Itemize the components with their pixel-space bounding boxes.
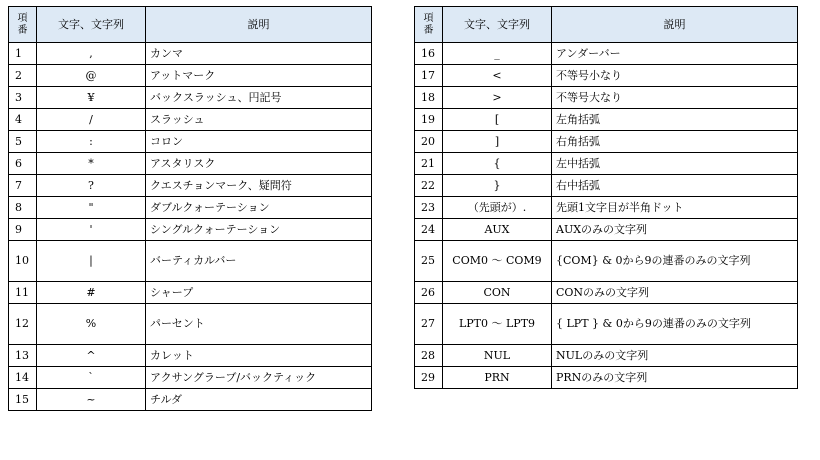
table-row	[415, 367, 798, 389]
forbidden-chars-table-right	[414, 6, 798, 389]
row-number: 27	[415, 304, 443, 345]
table-row	[415, 241, 798, 282]
row-character: *	[37, 153, 146, 175]
table-row	[9, 109, 372, 131]
row-description: カンマ	[146, 43, 372, 65]
row-description: バックスラッシュ、円記号	[146, 87, 372, 109]
row-character: |	[37, 241, 146, 282]
table-row	[9, 367, 372, 389]
table-row	[9, 131, 372, 153]
row-description: アンダーバー	[552, 43, 798, 65]
row-number: 23	[415, 197, 443, 219]
row-description: アットマーク	[146, 65, 372, 87]
row-character: NUL	[443, 345, 552, 367]
row-character: >	[443, 87, 552, 109]
row-number: 16	[415, 43, 443, 65]
row-description: 右中括弧	[552, 175, 798, 197]
row-character: ?	[37, 175, 146, 197]
row-description: 右角括弧	[552, 131, 798, 153]
row-number: 2	[9, 65, 37, 87]
header-number: 項 番	[9, 7, 37, 43]
row-number: 11	[9, 282, 37, 304]
row-description: シャープ	[146, 282, 372, 304]
row-character: ~	[37, 389, 146, 411]
row-description: チルダ	[146, 389, 372, 411]
row-character: ]	[443, 131, 552, 153]
row-number: 4	[9, 109, 37, 131]
table-row	[9, 87, 372, 109]
table-row	[415, 175, 798, 197]
row-description: 左角括弧	[552, 109, 798, 131]
row-number: 24	[415, 219, 443, 241]
row-number: 22	[415, 175, 443, 197]
row-description: カレット	[146, 345, 372, 367]
table-row	[415, 87, 798, 109]
table-row	[415, 345, 798, 367]
forbidden-chars-table-left	[8, 6, 372, 411]
row-description: アスタリスク	[146, 153, 372, 175]
row-number: 10	[9, 241, 37, 282]
row-number: 7	[9, 175, 37, 197]
row-description: { LPT } & 0から9の連番のみの文字列	[552, 304, 798, 345]
row-character: "	[37, 197, 146, 219]
row-number: 9	[9, 219, 37, 241]
row-character: PRN	[443, 367, 552, 389]
row-number: 26	[415, 282, 443, 304]
table-row	[415, 153, 798, 175]
table-row	[9, 43, 372, 65]
row-description: スラッシュ	[146, 109, 372, 131]
row-description: 先頭1文字目が半角ドット	[552, 197, 798, 219]
row-character: `	[37, 367, 146, 389]
row-character: '	[37, 219, 146, 241]
table-row	[415, 282, 798, 304]
row-number: 17	[415, 65, 443, 87]
row-number: 15	[9, 389, 37, 411]
row-character: @	[37, 65, 146, 87]
table-row	[415, 197, 798, 219]
row-description: 左中括弧	[552, 153, 798, 175]
header-character: 文字、文字列	[443, 7, 552, 43]
table-row	[9, 282, 372, 304]
row-number: 28	[415, 345, 443, 367]
table-row	[415, 131, 798, 153]
row-character: /	[37, 109, 146, 131]
header-description: 説明	[146, 7, 372, 43]
row-number: 6	[9, 153, 37, 175]
row-description: ダブルクォーテーション	[146, 197, 372, 219]
table-row	[415, 219, 798, 241]
row-description: CONのみの文字列	[552, 282, 798, 304]
row-character: ,	[37, 43, 146, 65]
row-description: アクサングラーブ/バックティック	[146, 367, 372, 389]
row-number: 12	[9, 304, 37, 345]
row-character: #	[37, 282, 146, 304]
row-character: %	[37, 304, 146, 345]
row-character: （先頭が）.	[443, 197, 552, 219]
row-number: 19	[415, 109, 443, 131]
row-description: 不等号小なり	[552, 65, 798, 87]
table-header-row	[9, 7, 372, 43]
table-row	[415, 109, 798, 131]
header-character: 文字、文字列	[37, 7, 146, 43]
row-description: シングルクォーテーション	[146, 219, 372, 241]
row-description: クエスチョンマーク、疑問符	[146, 175, 372, 197]
row-number: 20	[415, 131, 443, 153]
row-character: AUX	[443, 219, 552, 241]
row-description: バーティカルバー	[146, 241, 372, 282]
row-character: :	[37, 131, 146, 153]
row-character: <	[443, 65, 552, 87]
table-row	[415, 65, 798, 87]
row-number: 29	[415, 367, 443, 389]
row-number: 21	[415, 153, 443, 175]
row-character: {	[443, 153, 552, 175]
table-row	[9, 304, 372, 345]
row-number: 14	[9, 367, 37, 389]
row-character: ¥	[37, 87, 146, 109]
table-row	[9, 389, 372, 411]
row-character: [	[443, 109, 552, 131]
table-row	[9, 197, 372, 219]
table-row	[9, 241, 372, 282]
row-number: 18	[415, 87, 443, 109]
row-description: NULのみの文字列	[552, 345, 798, 367]
row-description: 不等号大なり	[552, 87, 798, 109]
row-description: AUXのみの文字列	[552, 219, 798, 241]
row-description: PRNのみの文字列	[552, 367, 798, 389]
table-row	[415, 304, 798, 345]
row-character: LPT0 ～ LPT9	[443, 304, 552, 345]
row-number: 25	[415, 241, 443, 282]
row-character: COM0 ～ COM9	[443, 241, 552, 282]
table-row	[9, 153, 372, 175]
row-character: }	[443, 175, 552, 197]
row-character: _	[443, 43, 552, 65]
row-number: 3	[9, 87, 37, 109]
table-header-row	[415, 7, 798, 43]
table-row	[415, 43, 798, 65]
row-description: コロン	[146, 131, 372, 153]
row-number: 8	[9, 197, 37, 219]
row-number: 13	[9, 345, 37, 367]
table-row	[9, 65, 372, 87]
row-number: 5	[9, 131, 37, 153]
header-description: 説明	[552, 7, 798, 43]
table-row	[9, 345, 372, 367]
header-number: 項 番	[415, 7, 443, 43]
table-row	[9, 219, 372, 241]
row-character: CON	[443, 282, 552, 304]
table-row	[9, 175, 372, 197]
row-description: {COM} & 0から9の連番のみの文字列	[552, 241, 798, 282]
row-number: 1	[9, 43, 37, 65]
row-character: ^	[37, 345, 146, 367]
row-description: パーセント	[146, 304, 372, 345]
